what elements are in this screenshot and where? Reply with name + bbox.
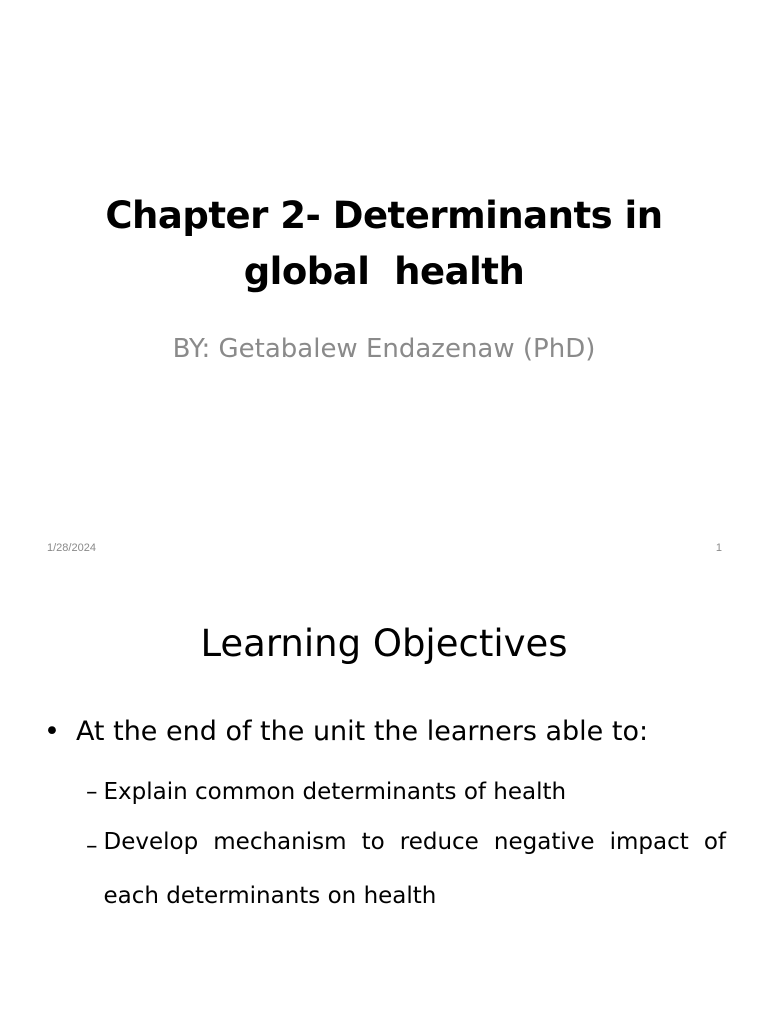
bullet-text: At the end of the unit the learners able to:: [75, 716, 649, 747]
title-line-2: global health: [243, 250, 525, 293]
footer-date: 1/28/2024: [47, 542, 96, 554]
title-line-1: Chapter 2- Determinants in: [105, 194, 663, 237]
slide-learning-objectives: [0, 576, 768, 1024]
section-title: Learning Objectives: [200, 622, 568, 665]
bullet-item: [44, 716, 648, 747]
objectives-list: [86, 776, 726, 945]
main-title: [0, 188, 768, 300]
dash-marker: –: [86, 833, 98, 859]
list-item: [86, 830, 726, 923]
list-item: [86, 776, 726, 808]
dash-marker: –: [86, 779, 98, 805]
page-number: 1: [715, 542, 722, 554]
objective-text: Explain common determinants of health: [103, 779, 567, 805]
title-block: [0, 188, 768, 300]
author-subtitle: BY: Getabalew Endazenaw (PhD): [172, 334, 596, 364]
objective-text: Develop mechanism to reduce negative impact of each determinants on health: [103, 829, 726, 909]
bullet-marker: •: [44, 716, 60, 747]
